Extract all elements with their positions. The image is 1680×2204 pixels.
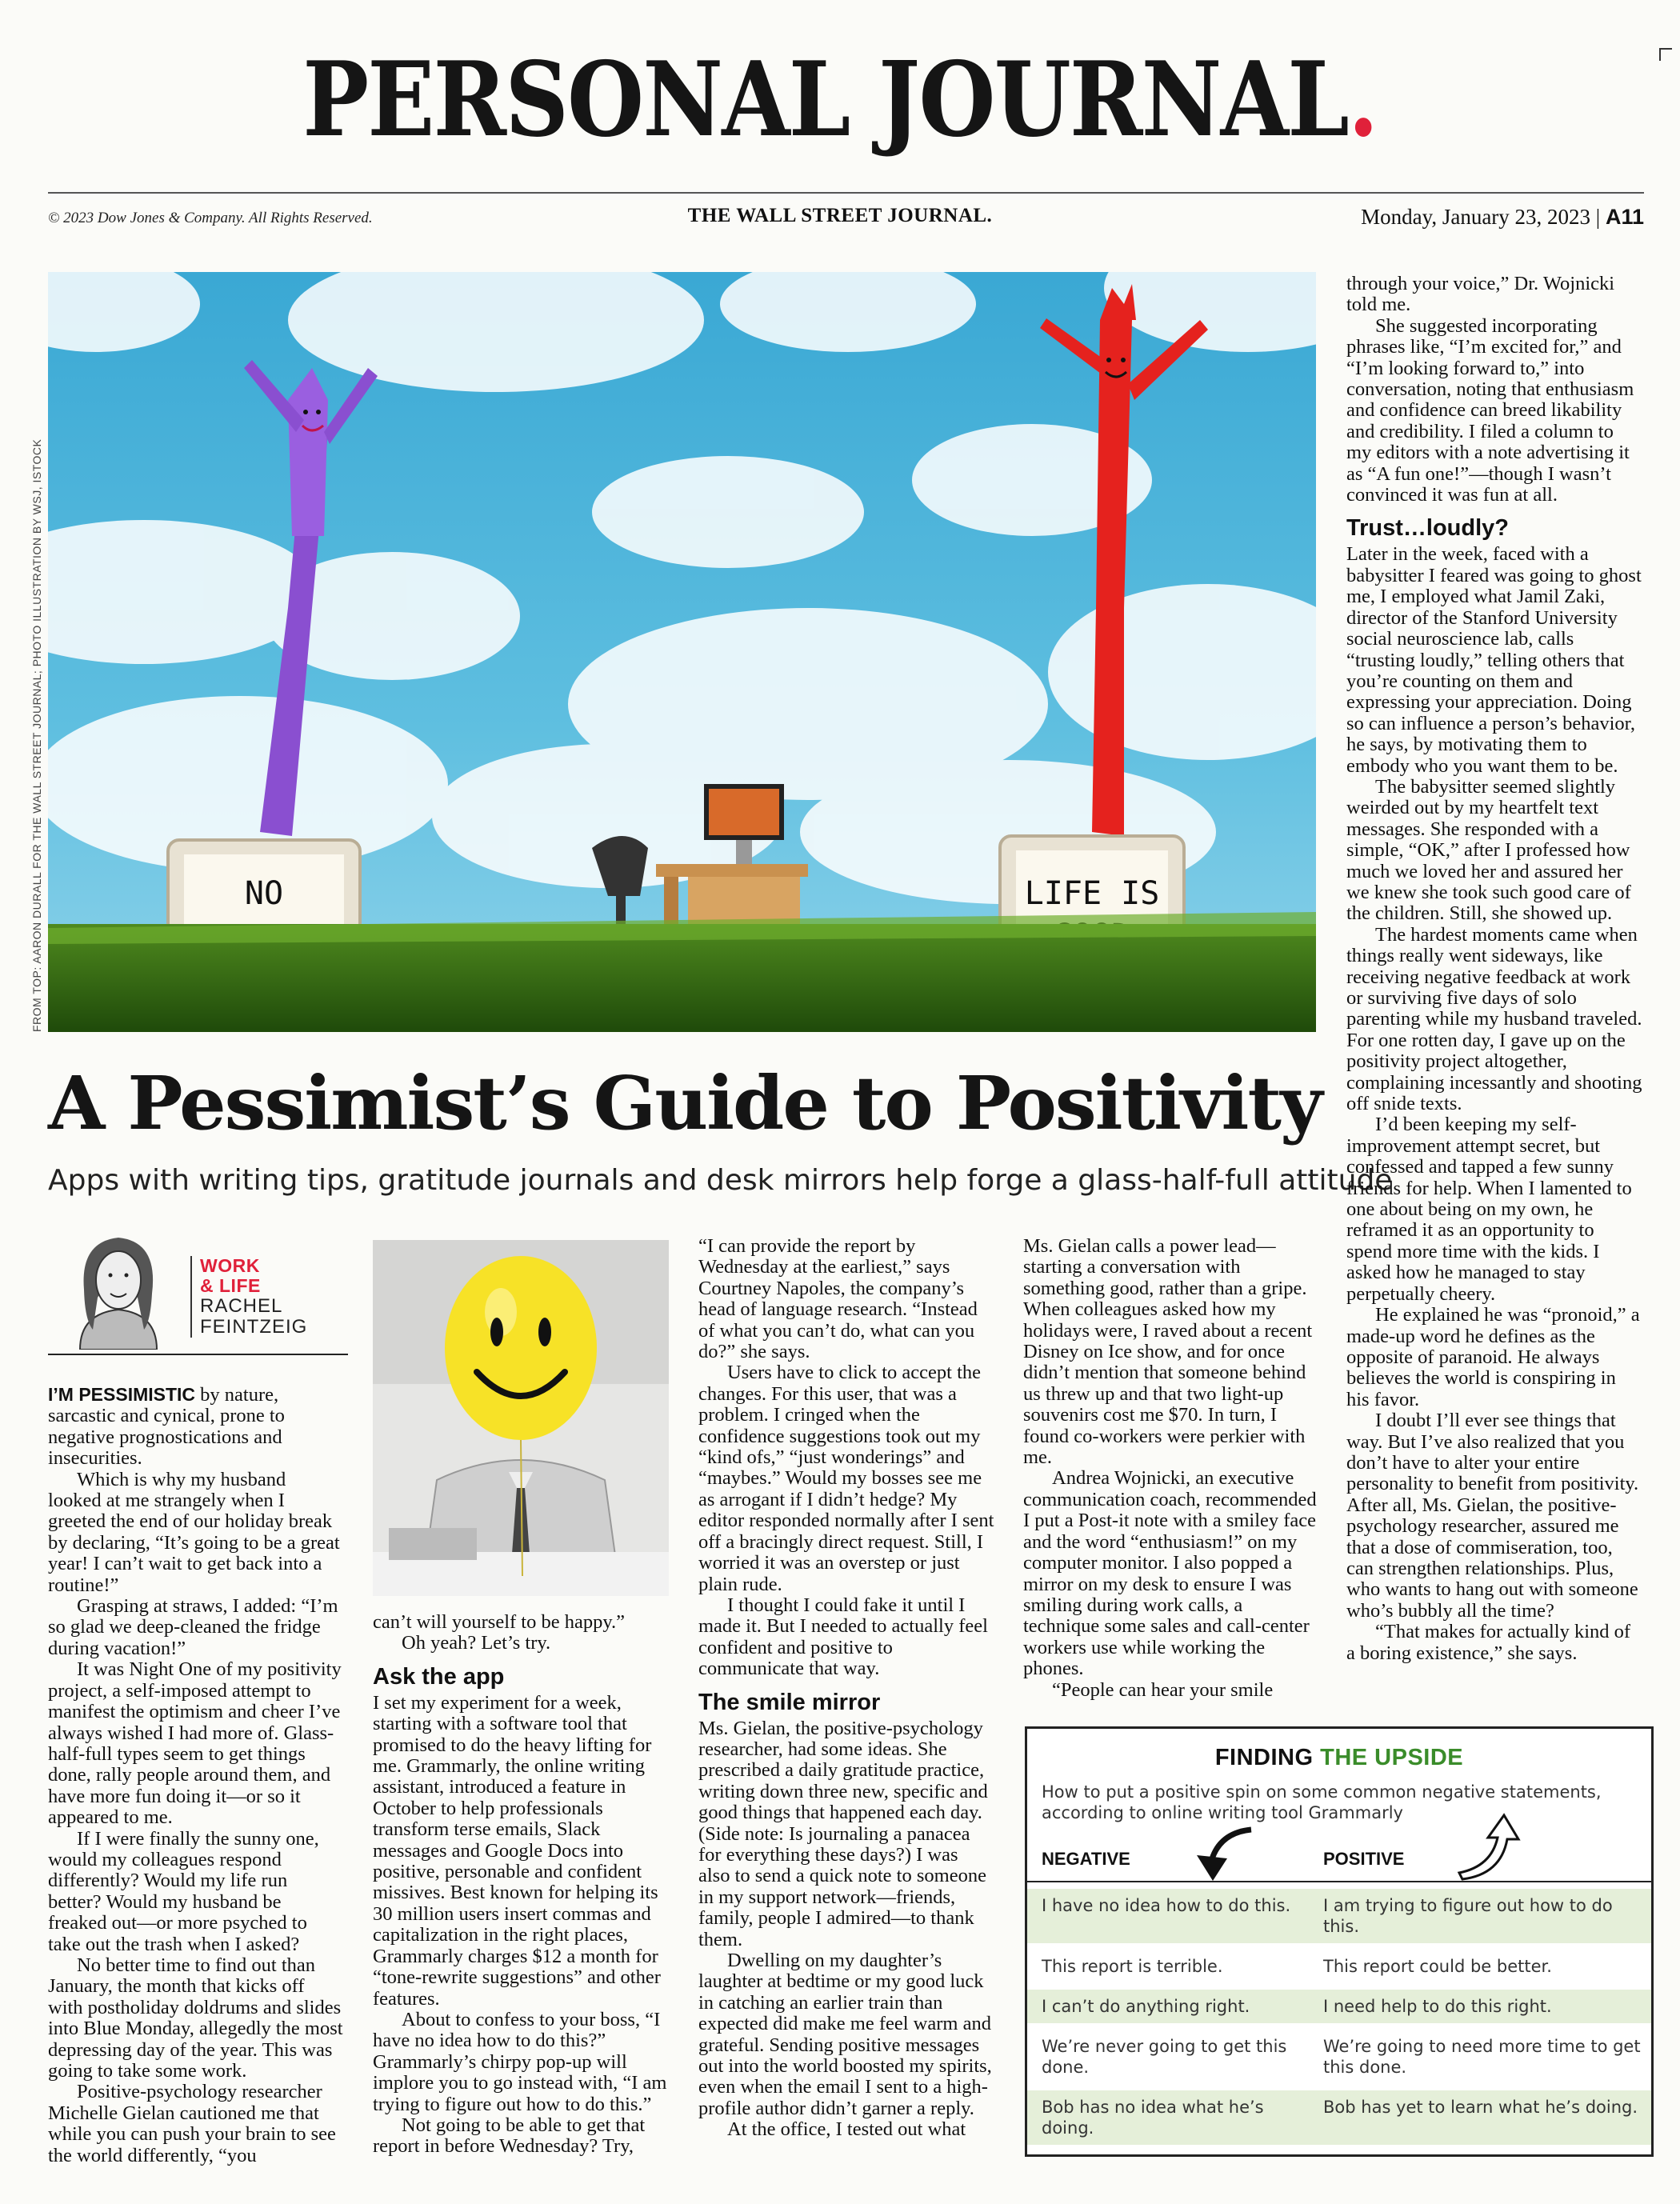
paper-name: THE WALL STREET JOURNAL. [687, 205, 993, 226]
subhead: The smile mirror [698, 1689, 881, 1715]
table-row [1027, 1950, 1651, 1983]
page-number: A11 [1605, 205, 1644, 229]
issue-date: Monday, January 23, 2023 | [1361, 205, 1601, 229]
article-column-4 [1023, 1236, 1319, 1701]
paragraph: The hardest moments came when things really went sideways, like receiving negative feedback at work or surviving five days of solo parenting while my husband traveled. For one rotten day, I gave up on the positivity project altogether, complaining incessantly and shooting off snide texts. [1346, 923, 1642, 1115]
lead-photo-illustration [48, 272, 1316, 1032]
article-column-5 [1346, 274, 1642, 1664]
paragraph: Later in the week, faced with a babysitter I feared was going to ghost me, I employed what Jamil Zaki, director of the Stanford University social neuroscience lab, calls “trusting loudly,” telling others that you’re counting on them and expressing your appreciation. Doing so can influence a person’s behavior, he says, by motivating them to embody who you want them to be. [1346, 543, 1642, 777]
crop-mark [1659, 48, 1672, 61]
table-row [1027, 2030, 1651, 2084]
sidebar-subtitle: How to put a positive spin on some common negative statements, according to online writing tool Grammarly [1042, 1782, 1602, 1822]
paragraph: Positive-psychology researcher Michelle Gielan cautioned me that while you can push your brain to see the world differently, “you [48, 2081, 336, 2166]
table-row [1027, 1889, 1651, 1943]
sidebar-title: FINDING THE UPSIDE [1214, 1745, 1464, 1770]
subhead: Trust…loudly? [1346, 515, 1509, 542]
negative-statement: I can’t do anything right. [1042, 1997, 1250, 2016]
paragraph: About to confess to your boss, “I have no idea how to do this?” Grammarly’s chirpy pop-up will implore you to go instead with, “I am trying to figure out how to do this.” [373, 2008, 667, 2115]
paragraph: I’M PESSIMISTIC by nature, sarcastic and cynical, prone to negative prognostications and insecurities. [48, 1384, 285, 1470]
paragraph: No better time to find out than January, the month that kicks off with postholiday doldrums and slides into Blue Monday, allegedly the most depressing day of the year. This was going to take some work. [48, 1954, 343, 2082]
paragraph: Users have to click to accept the changes. For this user, that was a problem. I cringed when the confidence suggestions took out my “kind ofs,” “just wonderings” and “maybes.” Would my bosses see me as arrogant if I didn’t hedge? My editor responded normally after I sent off a bracingly direct request. Still, I worried it was an overstep or just plain rude. [698, 1362, 994, 1595]
paragraph: “That makes for actually kind of a boring existence,” she says. [1346, 1621, 1631, 1664]
paragraph: If I were finally the sunny one, would my colleagues respond differently? Would my life run better? Would my husband be freaked out—or more psyched to take out the trash when I asked? [48, 1827, 319, 1955]
positive-statement: I need help to do this right. [1323, 1997, 1552, 2016]
article-column-1 [48, 1384, 344, 2166]
paragraph: It was Night One of my positivity project, a self-imposed attempt to manifest the optimism and cheer I’ve always wished I had more of. Glass-half-full types seem to get things done, rally people around them, and have more fun doing it—or so it appeared to me. [48, 1658, 342, 1829]
paragraph: Ms. Gielan, the positive-psychology researcher, had some ideas. She prescribed a daily gratitude practice, writing down three new, specific and good things that happened each day. (Side note: Is journaling a panacea for everything these days?) I was also to send a quick note to someone in my support network—friends, family, people I admired—to thank them. [698, 1717, 988, 1950]
deck: Apps with writing tips, gratitude journals and desk mirrors help forge a glass-half-full attitude [48, 1164, 1393, 1197]
paragraph: can’t will yourself to be happy.” [373, 1611, 626, 1633]
table-row [1027, 2090, 1651, 2145]
masthead-title: PERSONAL JOURNAL [302, 40, 1349, 160]
paragraph: “People can hear your smile [1052, 1678, 1274, 1701]
author-name: RACHEL [200, 1295, 283, 1317]
author-name: FEINTZEIG [200, 1316, 308, 1338]
author-portrait [48, 1226, 188, 1350]
article-column-3 [698, 1236, 994, 2141]
negative-column-header: NEGATIVE [1042, 1849, 1130, 1869]
positive-statement: Bob has yet to learn what he’s doing. [1323, 2098, 1638, 2117]
masthead [118, 24, 1562, 176]
negative-statement: Bob has no idea what he’s doing. [1042, 2098, 1264, 2138]
copyright-line: © 2023 Dow Jones & Company. All Rights Reserved. [48, 210, 373, 226]
column-kicker: & LIFE [200, 1275, 261, 1296]
byline [48, 1226, 348, 1355]
date-line [1361, 205, 1644, 230]
masthead-rule [48, 192, 1644, 194]
paragraph: through your voice,” Dr. Wojnicki told me. [1346, 273, 1615, 316]
paragraph: The babysitter seemed slightly weirded out by my heartfelt text messages. She responded with a simple, “OK,” after I professed how much we loved her and assured her we knew she took such good care of the children. Still, she showed up. [1346, 775, 1631, 925]
paragraph: At the office, I tested out what [727, 2118, 966, 2141]
paragraph: I thought I could fake it until I made it. But I needed to actually feel confident and positive to communicate that way. [698, 1594, 988, 1680]
lead-in: I’M PESSIMISTIC [48, 1384, 196, 1405]
paragraph: “I can provide the report by Wednesday at the earliest,” says Courtney Napoles, the company’s head of language research. “Instead of what you can’t do, what can you do?” she says. [698, 1235, 978, 1363]
column-kicker: WORK [200, 1255, 260, 1276]
paragraph: Andrea Wojnicki, an executive communication coach, recommended I put a Post-it note with a smiley face and the word “enthusiasm!” on my computer monitor. I also popped a mirror on my desk to ensure I was smiling during work calls, a technique some sales and call-center workers use while working the phones. [1023, 1467, 1317, 1680]
subhead: Ask the app [373, 1663, 505, 1690]
paragraph: I doubt I’ll ever see things that way. But I’ve also realized that you don’t have to alter your entire personality to benefit from positivity. After all, Ms. Gielan, the positive-psychology researcher, assured me that a dose of commiseration, too, can strengthen relationships. Plus, who wants to hang out with someone who’s bubbly all the time? [1346, 1410, 1639, 1622]
positive-column-header: POSITIVE [1323, 1849, 1405, 1869]
paragraph: I set my experiment for a week, starting with a software tool that promised to do the heavy lifting for me. Grammarly, the online writing assistant, introduced a feature in October to help professionals transform terse emails, Slack messages and Google Docs into positive, personable and confident missives. Best known for helping its 30 million users insert commas and capitalization in the right places, Grammarly charges $12 a month for “tone-rewrite suggestions” and other features. [373, 1691, 661, 2010]
headline: A Pessimist’s Guide to Positivity [48, 1060, 1322, 1146]
sign-line-1: LIFE IS [1024, 875, 1160, 912]
positive-statement: I am trying to figure out how to do this. [1323, 1896, 1613, 1936]
paragraph: Which is why my husband looked at me strangely when I greeted the end of our holiday break by declaring, “It’s going to be a great year! I can’t wait to get back into a routine!” [48, 1468, 340, 1596]
paragraph: I’d been keeping my self-improvement attempt secret, but confessed and tapped a few sunny friends for help. When I lamented to one about being on my own, he reframed it as an opportunity to spend more time with the kids. I asked how he managed to stay perpetually cheery. [1346, 1114, 1632, 1305]
positive-statement: This report could be better. [1323, 1957, 1552, 1976]
table-row [1027, 1990, 1651, 2023]
up-arrow-icon [1451, 1809, 1523, 1881]
finding-the-upside-sidebar [1025, 1726, 1654, 2157]
negative-statement: This report is terrible. [1042, 1957, 1223, 1976]
smiley-balloon-photo [373, 1240, 669, 1596]
paragraph: Oh yeah? Let’s try. [402, 1632, 551, 1654]
paragraph: Grasping at straws, I added: “I’m so glad we deep-cleaned the fridge during vacation!” [48, 1595, 338, 1659]
down-arrow-icon [1187, 1823, 1259, 1887]
article-column-2 [373, 1612, 669, 2158]
masthead-dot: . [1348, 40, 1378, 160]
positive-statement: We’re going to need more time to get this done. [1323, 2037, 1641, 2077]
table-header-rule [1027, 1881, 1651, 1882]
comparison-table [1027, 1889, 1651, 2145]
paragraph: Ms. Gielan calls a power lead—starting a conversation with something good, rather than a gripe. When colleagues asked how my holidays were, I raved about a recent Disney on Ice show, and for once didn’t mention that someone behind us threw up and that two light-up souvenirs cost me $70. In turn, I found co-workers were perkier with me. [1023, 1235, 1313, 1469]
paragraph: He explained he was “pronoid,” a made-up word he defines as the opposite of paranoid. He always believes the world is conspiring in his favor. [1346, 1304, 1640, 1410]
negative-statement: I have no idea how to do this. [1042, 1896, 1291, 1915]
paragraph: She suggested incorporating phrases like, “I’m excited for,” and “I’m looking forward to,” into conversation, noting that enthusiasm and confidence can breed likability and credibility. I filed a column to my editors with a note advertising it as “A fun one!”—though I wasn’t convinced it was fun at all. [1346, 314, 1634, 506]
paragraph: Dwelling on my daughter’s laughter at bedtime or my good luck in catching an earlier train than expected did make me feel warm and grateful. Sending positive messages out into the world boosted my spirits, even when the email I sent to a high-profile author didn’t garner a reply. [698, 1950, 992, 2119]
paragraph: Not going to be able to get that report in before Wednesday? Try, [373, 2114, 646, 2158]
sign-line-1: NO [244, 875, 284, 912]
negative-statement: We’re never going to get this done. [1042, 2037, 1287, 2077]
photo-credit: FROM TOP: AARON DURALL FOR THE WALL STREET JOURNAL; PHOTO ILLUSTRATION BY WSJ, ISTOCK [30, 438, 43, 1032]
byline-text [190, 1256, 307, 1338]
